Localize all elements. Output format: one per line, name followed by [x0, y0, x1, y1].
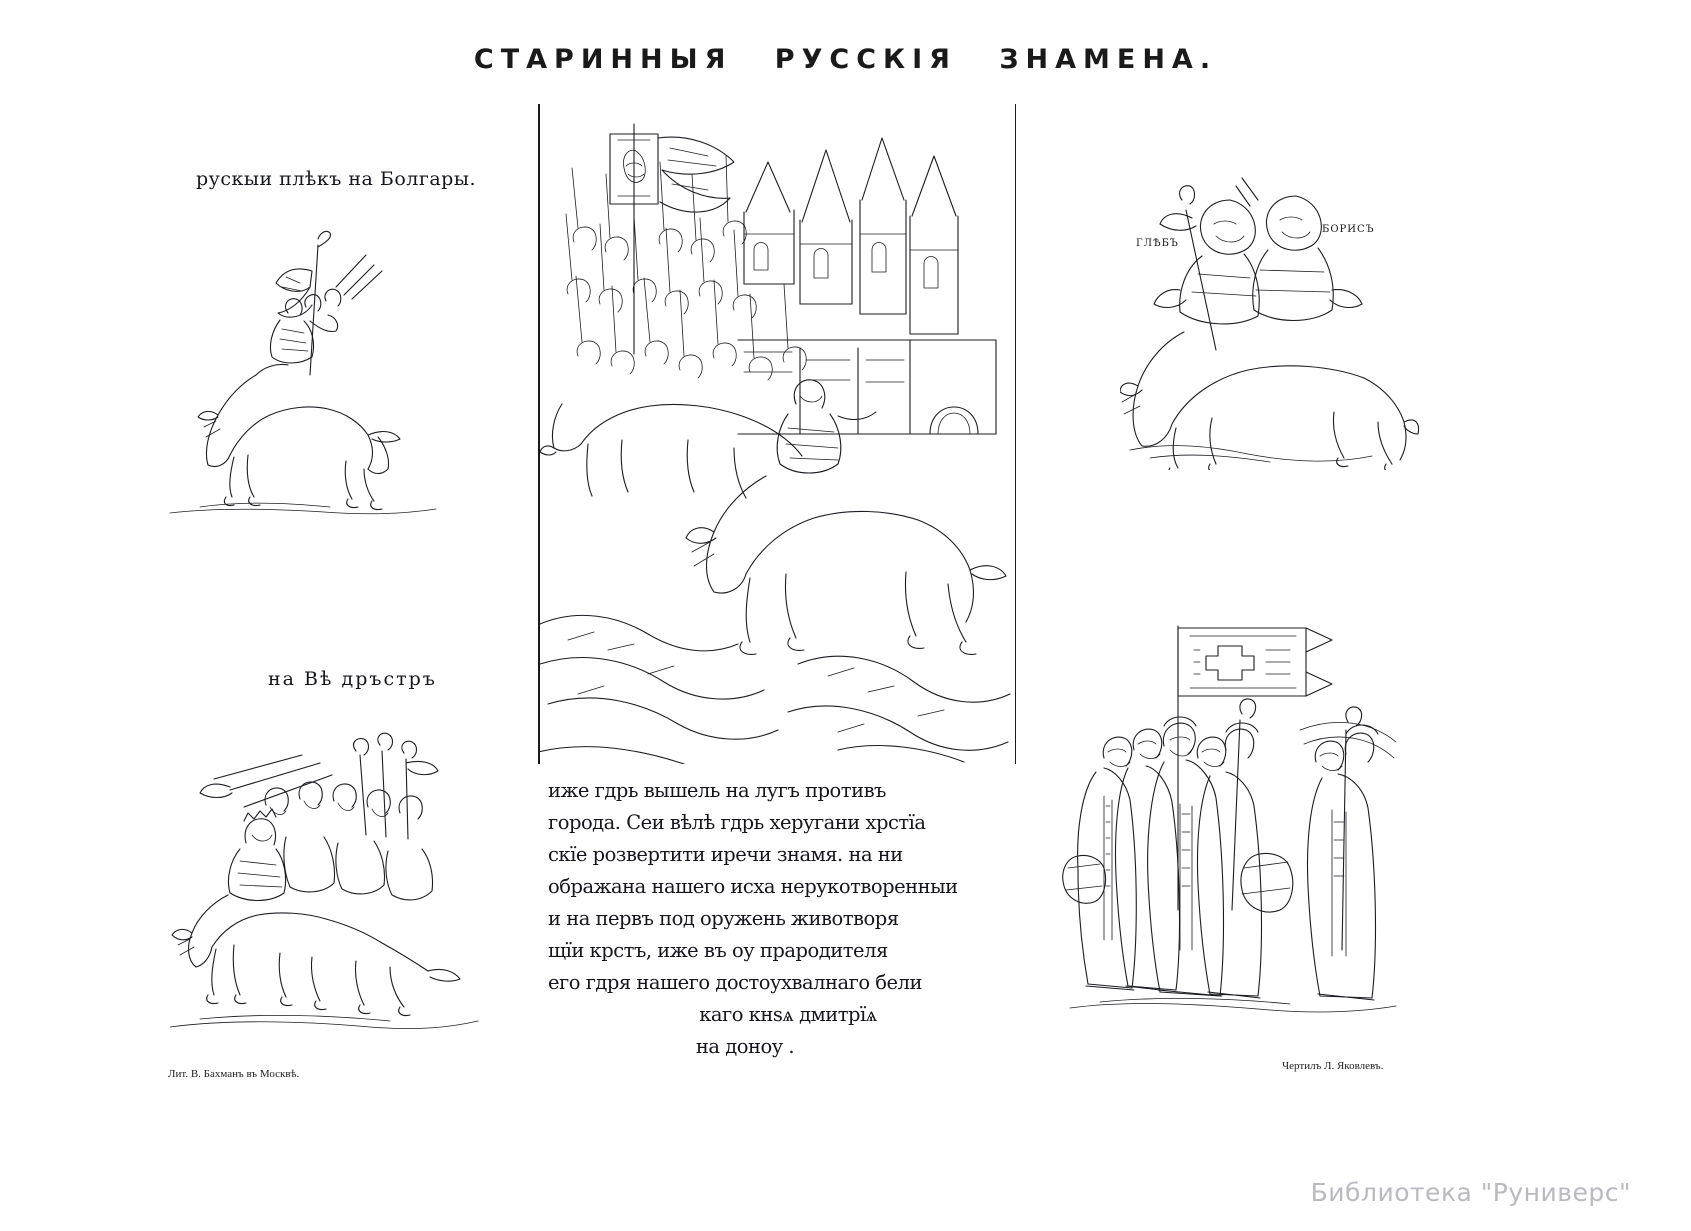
- manuscript-line: его гдря нашего достоухвалнаго бели: [548, 971, 922, 994]
- manuscript-line: и на первъ под оружень животворя: [548, 907, 899, 930]
- figure-standard-bearers-group: [1060, 610, 1400, 1030]
- figure-siege-of-dristra: [170, 715, 480, 1035]
- caption-mid-left: на Вѣ дръстръ: [268, 668, 437, 690]
- library-watermark: Библиотека "Руниверс": [1310, 1178, 1631, 1207]
- manuscript-line: скїе розвертити иречи знамя. на ни: [548, 843, 903, 866]
- figure-saints-boris-and-gleb: [1120, 150, 1420, 470]
- manuscript-line: каго кнѕѧ дмитрїѧ: [699, 1003, 877, 1026]
- page-title: СТАРИННЫЯ РУССКІЯ ЗНАМЕНА.: [473, 44, 1218, 75]
- standard-bearers-drawing: [1060, 610, 1400, 1030]
- cavalry-group-drawing: [170, 715, 480, 1035]
- lithographer-credit: Лит. В. Бахманъ въ Москвѣ.: [168, 1068, 300, 1080]
- saints-on-horseback-drawing: [1120, 150, 1420, 470]
- horseman-with-banner-drawing: [160, 225, 460, 515]
- figure-troops-against-bulgars: [160, 225, 460, 515]
- miniature-frame: [538, 104, 1016, 764]
- saint-label-gleb: ГЛѢБЪ: [1136, 238, 1179, 249]
- caption-top-left: рускыи плѣкъ на Болгары.: [196, 168, 476, 190]
- manuscript-line: ображана нашего исха нерукотворенныи: [548, 875, 958, 898]
- manuscript-line: иже гдрь вышель на лугъ противъ: [548, 779, 886, 802]
- draftsman-credit: Чертилъ Л. Яковлевъ.: [1282, 1060, 1384, 1072]
- manuscript-line: на доноу .: [695, 1035, 795, 1058]
- manuscript-line: города. Сеи вѣлѣ гдрь херугани хрстїа: [548, 811, 926, 834]
- manuscript-text-block: [548, 775, 1028, 1063]
- manuscript-line: щїи крстъ, иже въ оу прародителя: [548, 939, 888, 962]
- figure-central-battle-miniature: [538, 104, 1016, 764]
- saint-label-boris: БОРИСЪ: [1322, 224, 1375, 235]
